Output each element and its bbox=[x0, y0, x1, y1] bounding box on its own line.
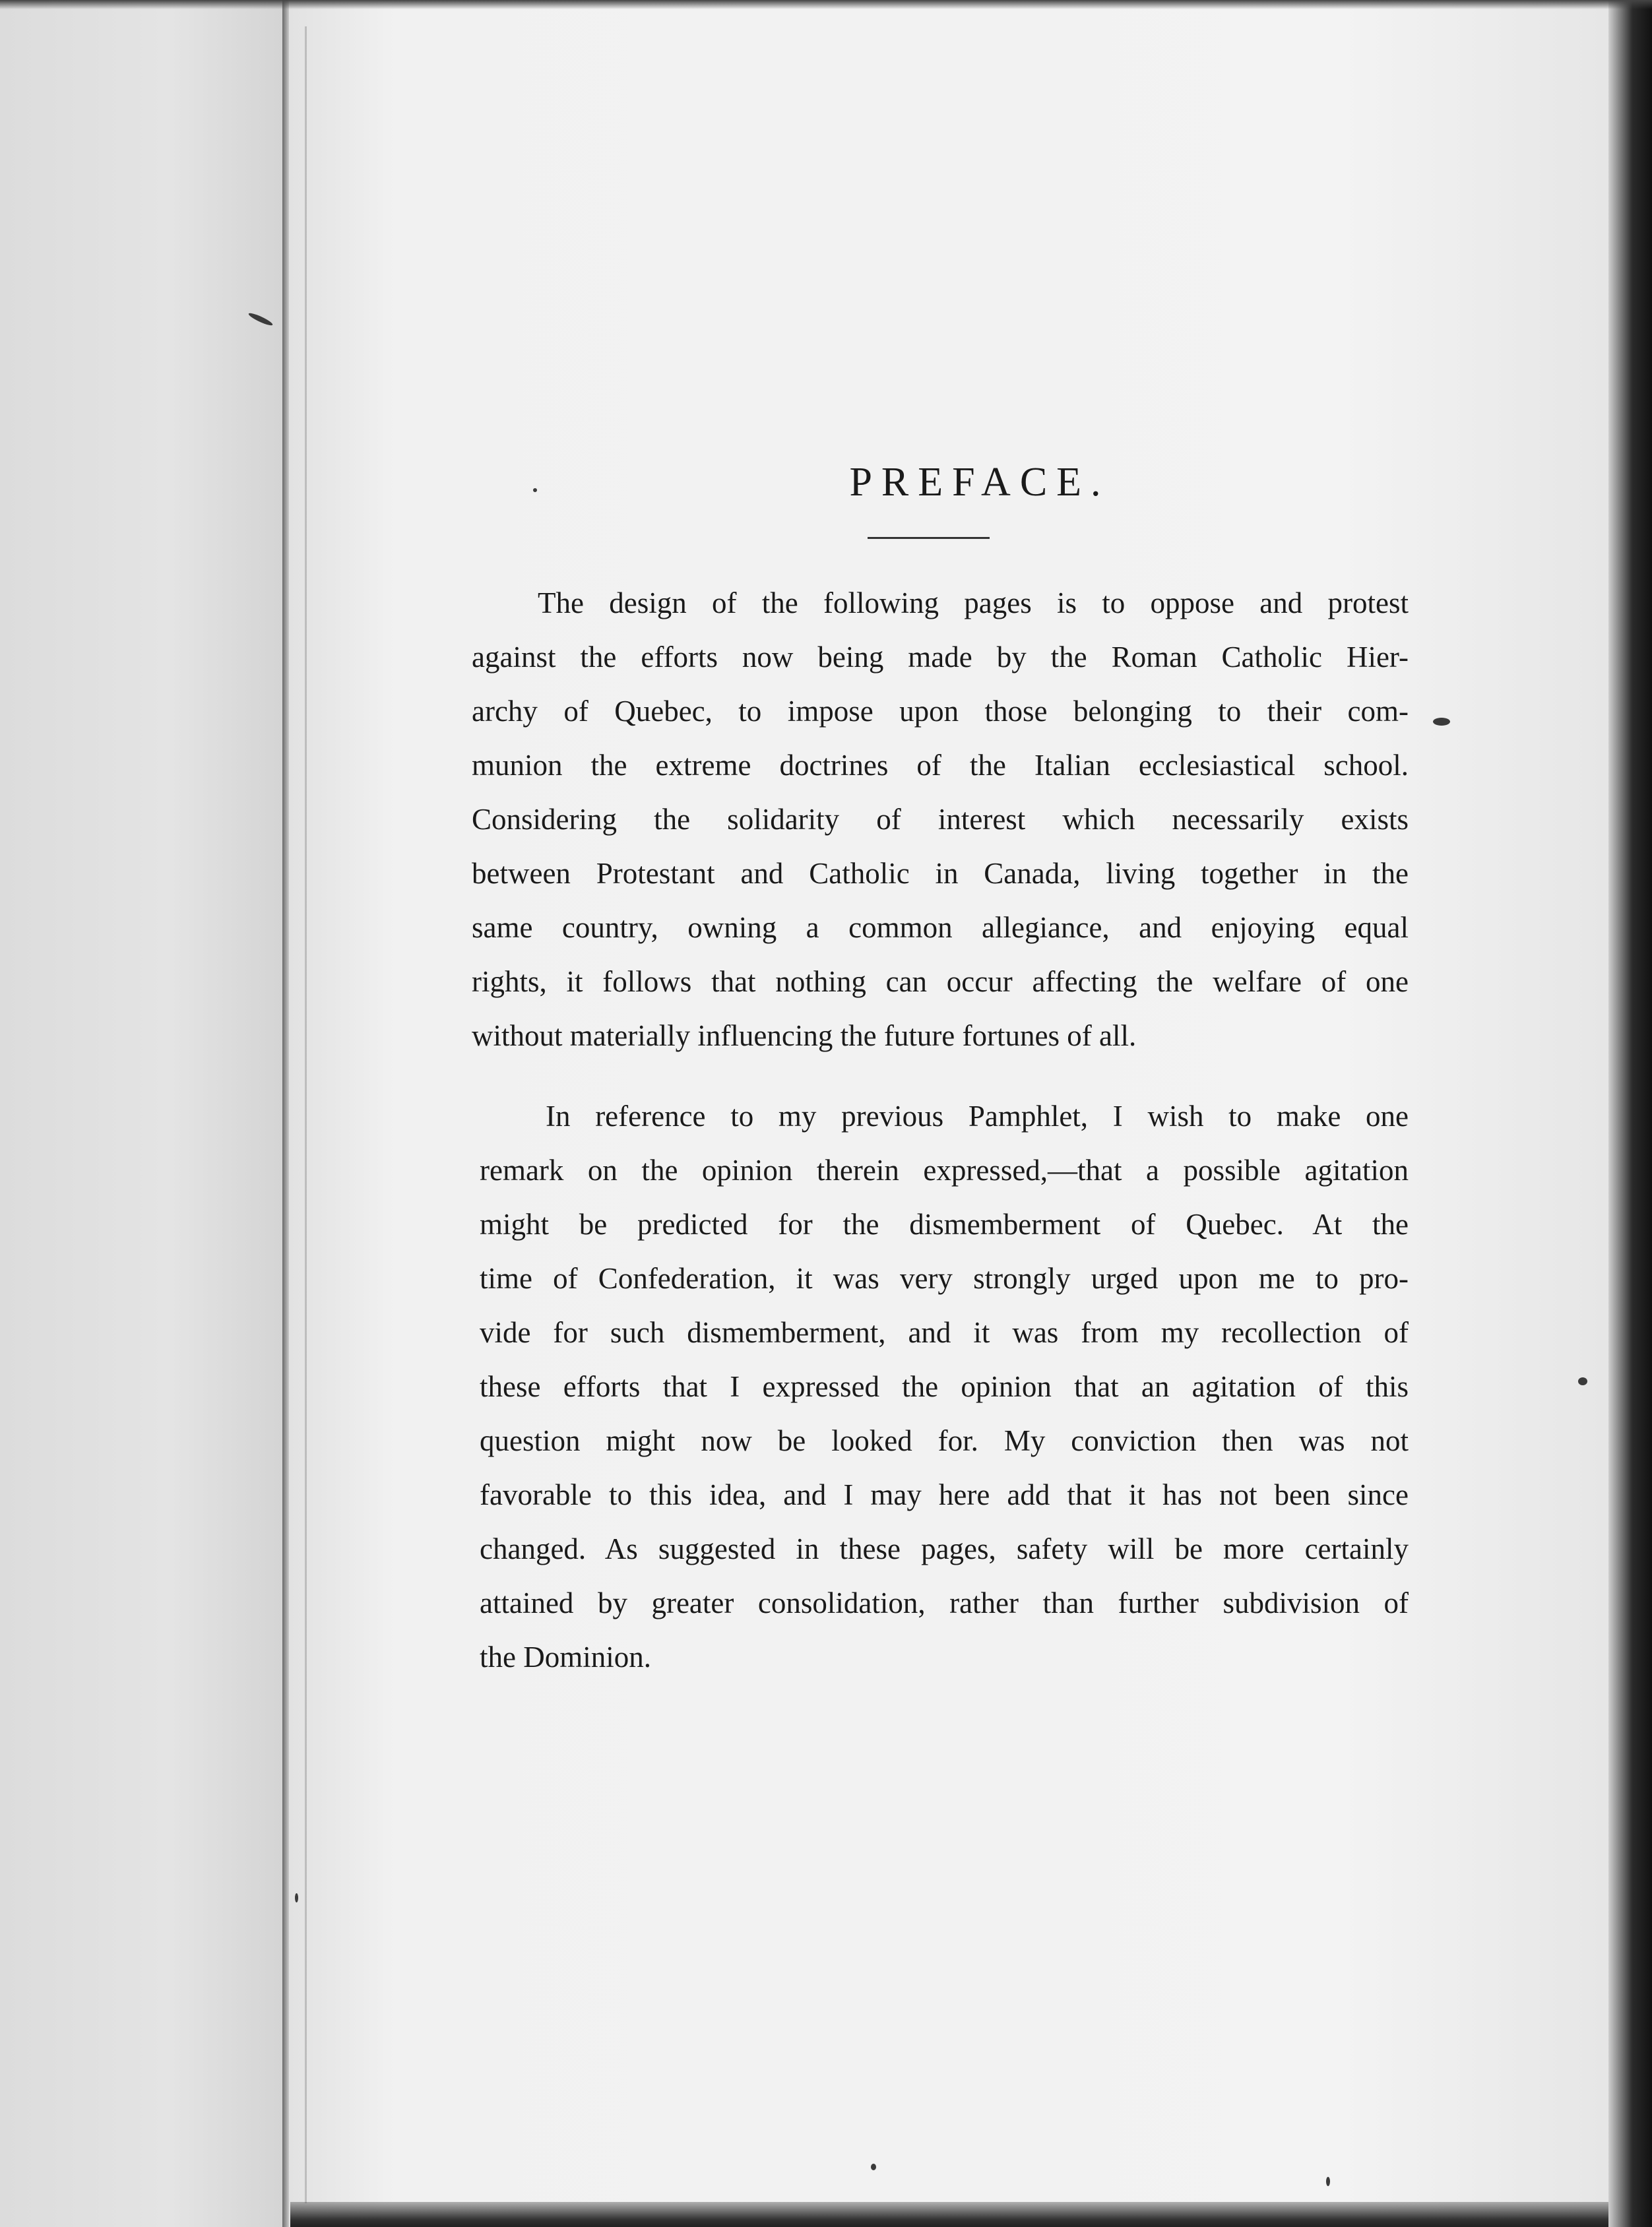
page-bottom-edge-shadow bbox=[290, 2202, 1608, 2227]
text-line: remark on the opinion therein expressed,—that a possible agitation bbox=[480, 1154, 1409, 1187]
paragraph-2 bbox=[472, 1089, 1409, 1684]
book-gutter bbox=[282, 0, 289, 2227]
scan-speck bbox=[1326, 2177, 1330, 2186]
page-right-edge-shadow bbox=[1608, 0, 1652, 2227]
text-line: attained by greater consolidation, rather than further subdivision of bbox=[480, 1586, 1409, 1619]
text-line: The design of the following pages is to oppose and protest bbox=[538, 586, 1409, 619]
facing-page bbox=[0, 0, 284, 2227]
text-line: munion the extreme doctrines of the Italian ecclesiastical school. bbox=[472, 749, 1409, 782]
text-line: time of Confederation, it was very strongly urged upon me to pro- bbox=[480, 1262, 1409, 1295]
text-line: might be predicted for the dismemberment of Quebec. At the bbox=[480, 1208, 1409, 1241]
text-line: Considering the solidarity of interest which necessarily exists bbox=[472, 803, 1409, 836]
text-line: the Dominion. bbox=[480, 1641, 651, 1674]
scan-speck bbox=[295, 1893, 298, 1902]
text-line: favorable to this idea, and I may here add that it has not been since bbox=[480, 1478, 1409, 1511]
scan-speck bbox=[871, 2164, 876, 2170]
text-line: against the efforts now being made by the Roman Catholic Hier- bbox=[472, 641, 1409, 674]
title-rule bbox=[868, 537, 990, 539]
text-line: changed. As suggested in these pages, safety will be more certainly bbox=[480, 1532, 1409, 1565]
paragraph-1 bbox=[472, 576, 1409, 1063]
scan-speck bbox=[1433, 718, 1450, 726]
text-line: archy of Quebec, to impose upon those belonging to their com- bbox=[472, 695, 1409, 728]
text-line: these efforts that I expressed the opinion that an agitation of this bbox=[480, 1370, 1409, 1403]
text-line: without materially influencing the future fortunes of all. bbox=[472, 1019, 1137, 1052]
text-line: same country, owning a common allegiance, and enjoying equal bbox=[472, 911, 1409, 944]
text-line: In reference to my previous Pamphlet, I wish to make one bbox=[546, 1100, 1409, 1133]
text-line: vide for such dismemberment, and it was from my recollection of bbox=[480, 1316, 1409, 1349]
text-line: rights, it follows that nothing can occur affecting the welfare of one bbox=[472, 965, 1409, 998]
preface-content bbox=[472, 462, 1409, 1684]
page-title: PREFACE. bbox=[849, 460, 1110, 505]
page-fold-line bbox=[305, 26, 307, 2203]
text-line: between Protestant and Catholic in Canada, living together in the bbox=[472, 857, 1409, 890]
scan-speck bbox=[1578, 1377, 1587, 1385]
page-top-edge-shadow bbox=[0, 0, 1652, 9]
text-line: question might now be looked for. My conviction then was not bbox=[480, 1424, 1409, 1457]
